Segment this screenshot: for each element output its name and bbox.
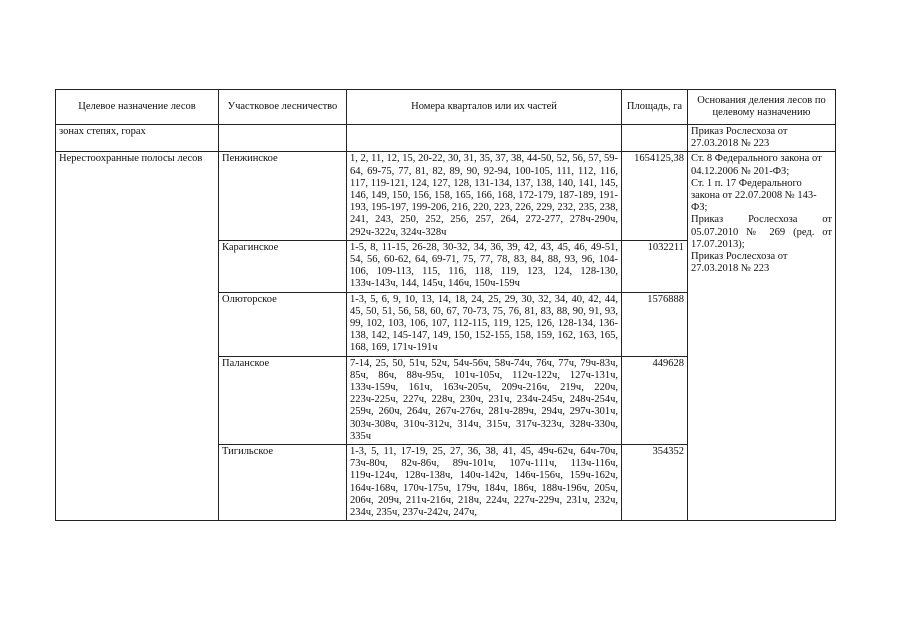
cell-area: 1032211 — [622, 240, 688, 292]
cell-purpose: зонах степях, горах — [56, 125, 219, 152]
table-row-continuation — [56, 125, 836, 152]
cell-quarters: 1, 2, 11, 12, 15, 20-22, 30, 31, 35, 37, 38, 44-50, 52, 56, 57, 59-64, 69-75, 77, 81, 82, 89, 90, 92-94, 100-105, 111, 112, 116, 117, 119-121, 124, 127, 128, 131-134, 137, 138, 140, 141, 145, 146, 149, 150, 156, 158, 165, 166, 168, 172-179, 187-189, 191-193, 195-197, 199-206, 216, 220, 223, 226, 229, 232, 235, 238, 241, 243, 250, 252, 256, 257, 264, 272-277, 278ч-290ч, 292ч-322ч, 324ч-328ч — [347, 152, 622, 240]
header-basis: Основания деления лесов по целевому назначению — [688, 90, 836, 125]
cell-area: 449628 — [622, 356, 688, 444]
cell-district: Тигильское — [219, 445, 347, 521]
forest-purpose-table — [55, 89, 836, 521]
cell-area: 354352 — [622, 445, 688, 521]
cell-district: Карагинское — [219, 240, 347, 292]
cell-basis: Приказ Рослесхоза от 27.03.2018 № 223 — [688, 125, 836, 152]
header-district: Участковое лесничество — [219, 90, 347, 125]
cell-quarters: 1-3, 5, 11, 17-19, 25, 27, 36, 38, 41, 45, 49ч-62ч, 64ч-70ч, 73ч-80ч, 82ч-86ч, 89ч-101ч, 107ч-111ч, 113ч-116ч, 119ч-124ч, 128ч-138ч, 140ч-142ч, 146ч-156ч, 159ч-162ч, 164ч-168ч, 170ч-175ч, 179ч, 184ч, 186ч, 188ч-196ч, 205ч, 206ч, 209ч, 211ч-216ч, 218ч, 224ч, 227ч-229ч, 231ч, 232ч, 234ч, 235ч, 237ч-242ч, 247ч, — [347, 445, 622, 521]
cell-area: 1654125,38 — [622, 152, 688, 240]
cell-district: Олюторское — [219, 292, 347, 356]
cell-area — [622, 125, 688, 152]
cell-district: Паланское — [219, 356, 347, 444]
table-header-row — [56, 90, 836, 125]
cell-quarters: 1-5, 8, 11-15, 26-28, 30-32, 34, 36, 39, 42, 43, 45, 46, 49-51, 54, 56, 60-62, 64, 69-71, 75, 77, 78, 83, 84, 88, 93, 96, 104-106, 109-113, 115, 116, 118, 119, 123, 124, 128-130, 133ч-143ч, 144, 145ч, 146ч, 150ч-159ч — [347, 240, 622, 292]
cell-basis-group — [688, 152, 836, 521]
cell-purpose-spawning-protection: Нерестоохранные полосы лесов — [56, 152, 219, 521]
cell-district: Пенжинское — [219, 152, 347, 240]
basis-line: Приказ Рослесхоза от 27.03.2018 № 223 — [691, 251, 788, 275]
table-row — [56, 152, 836, 240]
header-purpose: Целевое назначение лесов — [56, 90, 219, 125]
basis-line: Ст. 1 п. 17 Федерального закона от 22.07.2008 № 143-ФЗ; — [691, 177, 817, 214]
cell-quarters: 7-14, 25, 50, 51ч, 52ч, 54ч-56ч, 58ч-74ч, 76ч, 77ч, 79ч-83ч, 85ч, 86ч, 88ч-95ч, 101ч-105ч, 112ч-122ч, 127ч-131ч, 133ч-159ч, 161ч, 163ч-205ч, 209ч-216ч, 219ч, 220ч, 223ч-225ч, 227ч, 228ч, 230ч, 231ч, 234ч-245ч, 248ч-254ч, 259ч, 260ч, 264ч, 267ч-276ч, 281ч-289ч, 294ч, 297ч-301ч, 303ч-308ч, 310ч-312ч, 314ч, 315ч, 317ч-323ч, 328ч-330ч, 335ч — [347, 356, 622, 444]
header-area: Площадь, га — [622, 90, 688, 125]
header-quarters: Номера кварталов или их частей — [347, 90, 622, 125]
cell-area: 1576888 — [622, 292, 688, 356]
cell-district — [219, 125, 347, 152]
cell-quarters — [347, 125, 622, 152]
basis-line: Приказ Рослесхоза от 05.07.2010 № 269 (ред. от 17.07.2013); — [691, 214, 832, 250]
basis-line: Ст. 8 Федерального закона от 04.12.2006 № 201-ФЗ; — [691, 153, 822, 177]
cell-quarters: 1-3, 5, 6, 9, 10, 13, 14, 18, 24, 25, 29, 30, 32, 34, 40, 42, 44, 45, 50, 51, 56, 58, 60, 67, 70-73, 75, 76, 81, 83, 88, 90, 91, 93, 99, 102, 103, 106, 107, 112-115, 119, 125, 126, 128-134, 136-138, 142, 145-147, 149, 150, 152-155, 158, 159, 162, 163, 165, 168, 169, 171ч-191ч — [347, 292, 622, 356]
